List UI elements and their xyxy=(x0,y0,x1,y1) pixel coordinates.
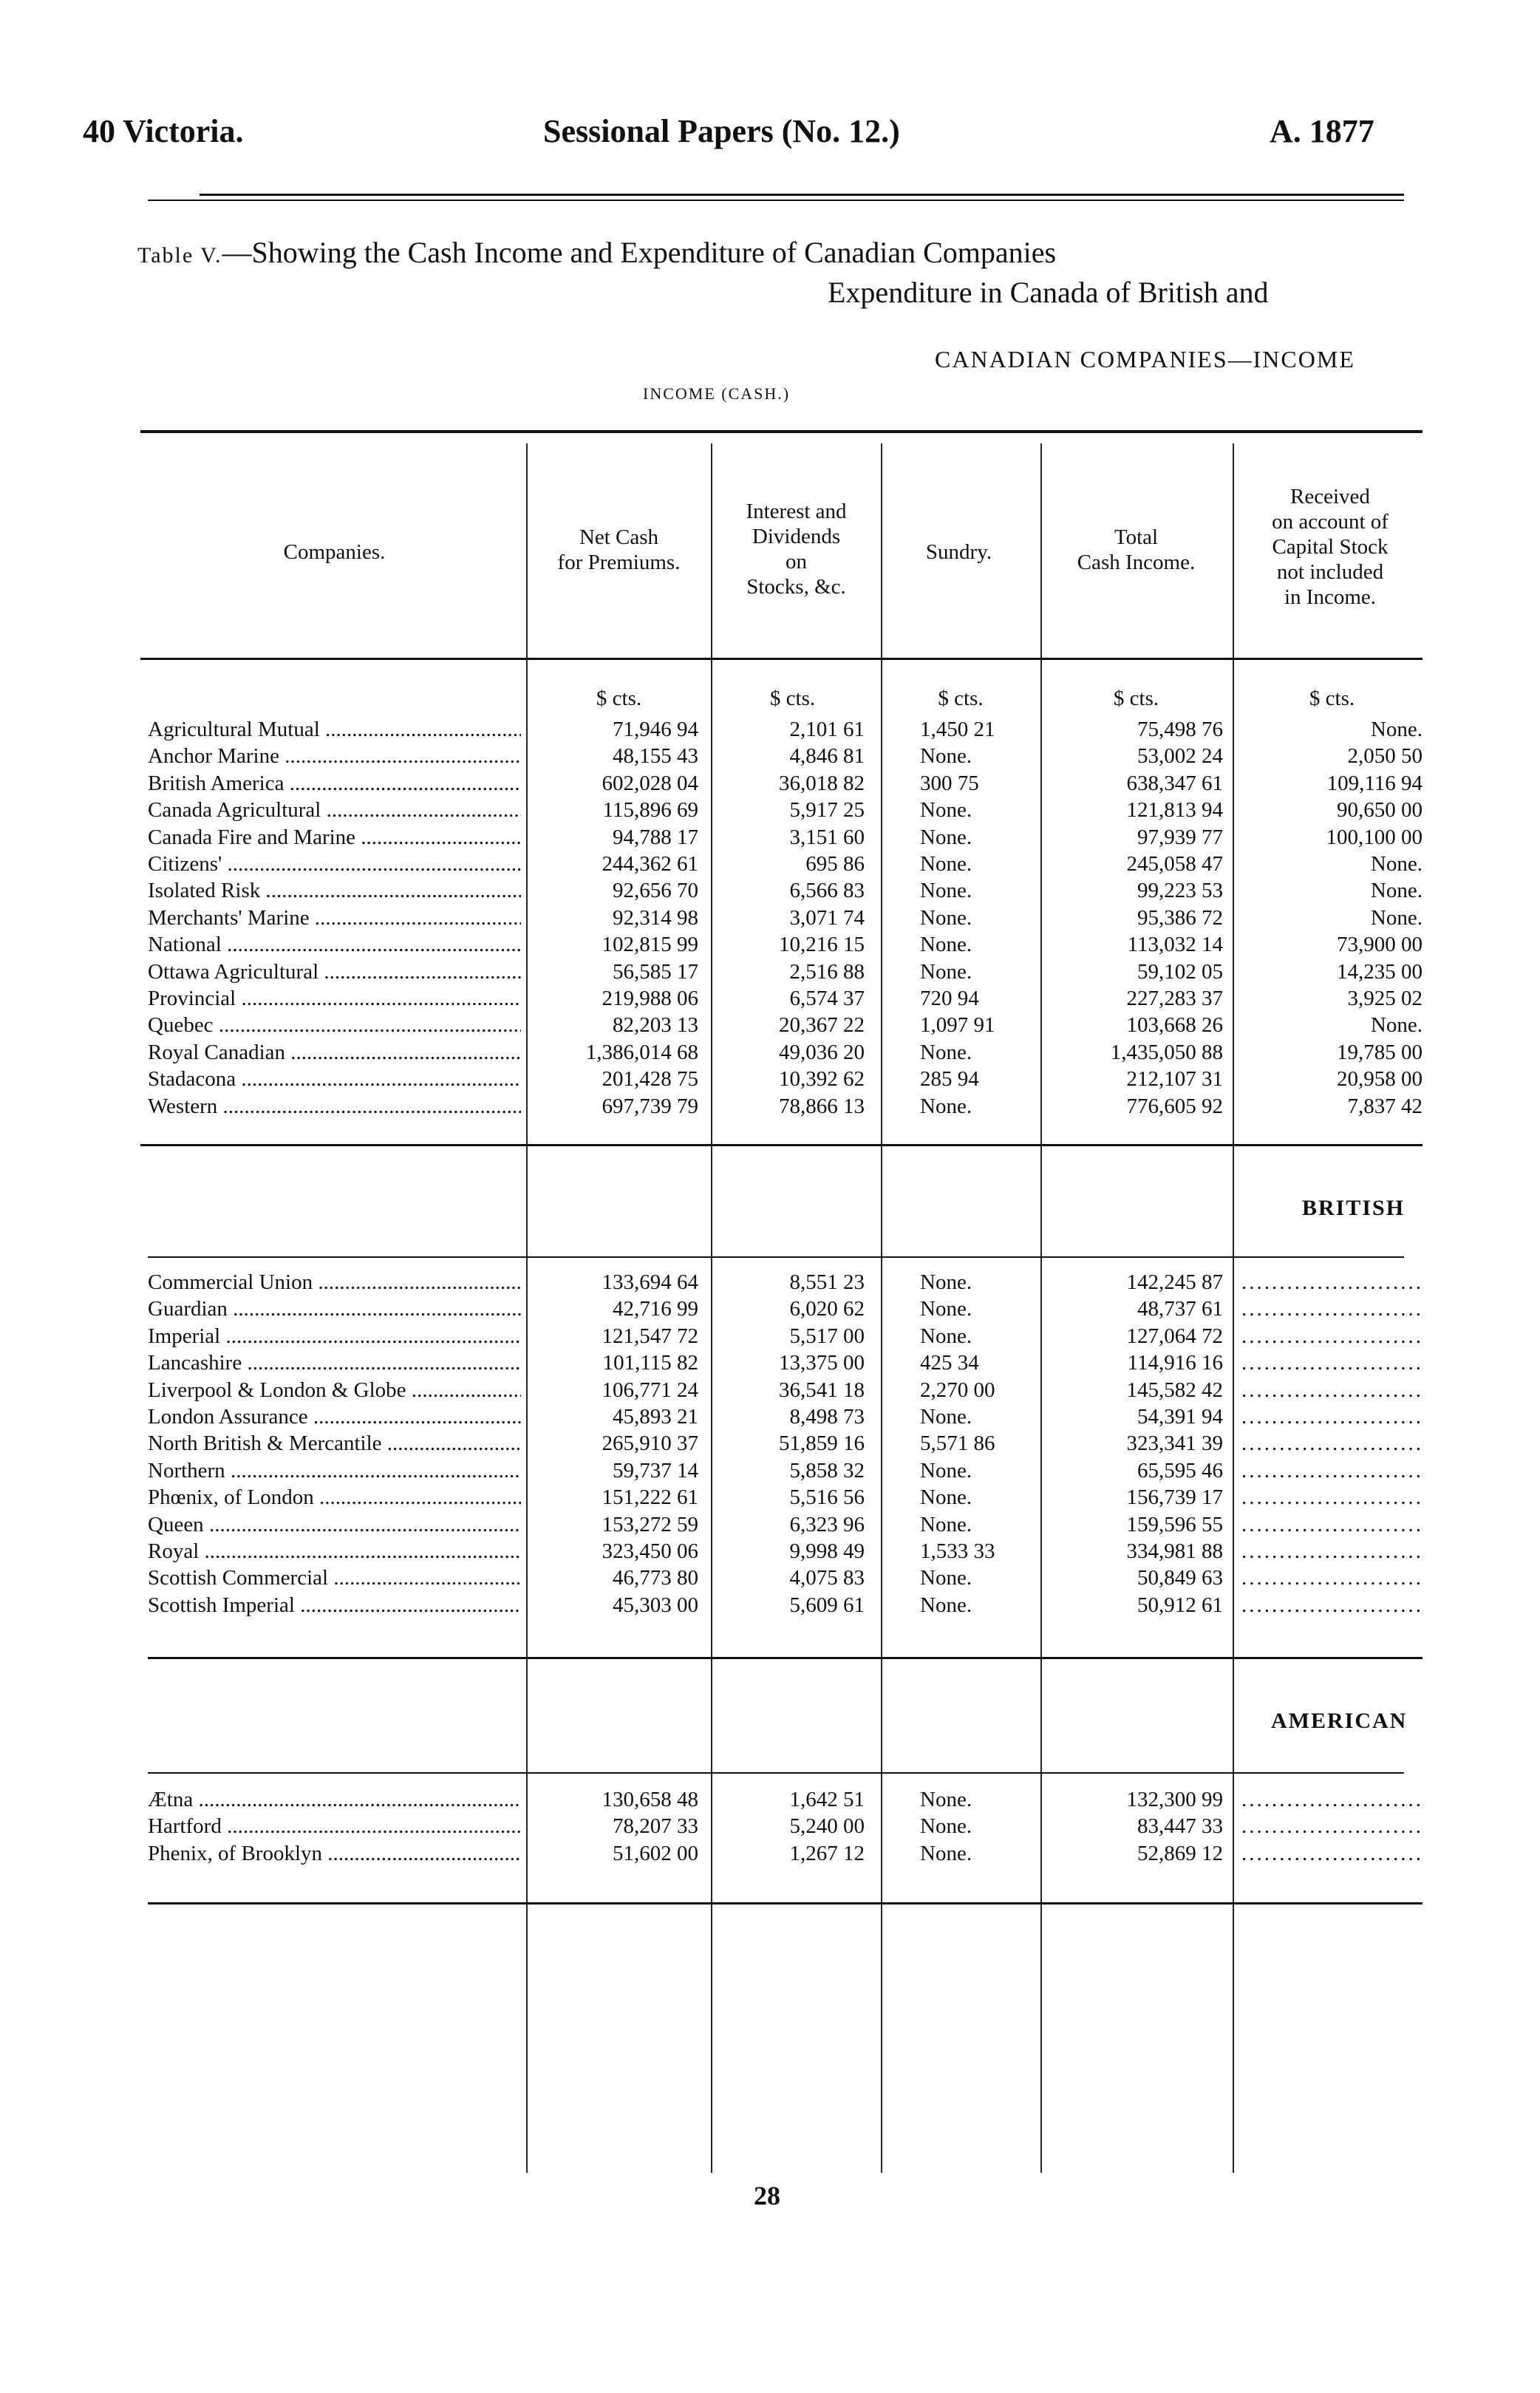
net-cash-value: 106,771 24 xyxy=(602,1378,698,1402)
received-value: ........................ xyxy=(1241,1485,1423,1510)
sundry-value: 1,097 91 xyxy=(920,1013,995,1038)
received-value: ........................ xyxy=(1241,1788,1423,1811)
header-bottom-rule xyxy=(140,658,1423,660)
received-value: 19,785 00 xyxy=(1337,1040,1423,1064)
sundry-value: None. xyxy=(920,1324,972,1348)
net-cash-value: 115,896 69 xyxy=(602,798,698,823)
company-name: Quebec ..... xyxy=(148,1012,521,1038)
header-rule-bottom xyxy=(148,200,1404,201)
interest-value: 3,071 74 xyxy=(789,905,865,930)
company-name: Ottawa Agricultural ..... xyxy=(148,959,521,984)
sundry-value: 285 94 xyxy=(920,1067,979,1092)
sundry-value: None. xyxy=(920,959,972,984)
col-interest: Interest and Dividends on Stocks, &c. xyxy=(746,500,847,599)
table-row xyxy=(0,1539,1540,1564)
table-row xyxy=(0,743,1540,769)
table-title-line1 xyxy=(137,235,1056,270)
received-value: 7,837 42 xyxy=(1347,1094,1423,1118)
interest-value: 6,566 83 xyxy=(789,879,865,903)
net-cash-value: 92,314 98 xyxy=(613,905,698,930)
table-row xyxy=(0,878,1540,903)
sundry-value: None. xyxy=(920,1458,972,1483)
sundry-value: None. xyxy=(920,1094,972,1118)
company-name: British America ..... xyxy=(148,771,521,796)
total-value: 95,386 72 xyxy=(1137,905,1223,930)
company-name: Imperial ..... xyxy=(148,1324,521,1349)
received-value: ........................ xyxy=(1241,1270,1423,1294)
net-cash-value: 92,656 70 xyxy=(613,879,698,903)
received-value: 14,235 00 xyxy=(1337,959,1423,984)
received-value: ........................ xyxy=(1241,1378,1423,1402)
interest-value: 5,240 00 xyxy=(789,1814,865,1839)
net-cash-value: 48,155 43 xyxy=(613,744,698,769)
sundry-value: None. xyxy=(920,1485,972,1510)
net-cash-value: 71,946 94 xyxy=(613,718,698,741)
sundry-value: None. xyxy=(920,825,972,849)
table-row xyxy=(0,1431,1540,1456)
interest-value: 695 86 xyxy=(805,852,865,876)
interest-value: 8,551 23 xyxy=(789,1270,865,1294)
company-name: Liverpool & London & Globe ..... xyxy=(148,1378,521,1403)
net-cash-value: 82,203 13 xyxy=(613,1013,698,1038)
interest-value: 5,517 00 xyxy=(789,1324,865,1348)
net-cash-value: 56,585 17 xyxy=(613,959,698,984)
received-value: 109,116 94 xyxy=(1326,771,1423,795)
interest-value: 1,642 51 xyxy=(789,1788,865,1811)
sundry-value: None. xyxy=(920,1297,972,1321)
net-cash-value: 94,788 17 xyxy=(613,825,698,849)
company-name: National ..... xyxy=(148,932,521,957)
american-top-rule xyxy=(148,1772,1404,1774)
company-name: North British & Mercantile ..... xyxy=(148,1431,521,1456)
received-value: ........................ xyxy=(1241,1539,1423,1563)
company-name: Scottish Imperial ..... xyxy=(148,1593,521,1618)
net-cash-value: 697,739 79 xyxy=(602,1094,698,1118)
interest-value: 13,375 00 xyxy=(779,1351,865,1375)
total-value: 53,002 24 xyxy=(1137,744,1223,769)
sundry-value: None. xyxy=(920,1566,972,1590)
net-cash-value: 59,737 14 xyxy=(613,1458,698,1483)
company-name: Commercial Union ..... xyxy=(148,1270,521,1295)
company-name: Royal Canadian ..... xyxy=(148,1040,521,1065)
received-value: 3,925 02 xyxy=(1347,987,1423,1010)
table-row xyxy=(0,1324,1540,1349)
table-row xyxy=(0,797,1540,823)
sundry-value: None. xyxy=(920,879,972,903)
company-name: Royal ..... xyxy=(148,1539,521,1564)
total-value: 159,596 55 xyxy=(1126,1512,1223,1536)
table-title-line2: Expenditure in Canada of British and xyxy=(828,276,1269,309)
sundry-value: 1,450 21 xyxy=(920,718,995,741)
table-row xyxy=(0,1593,1540,1618)
interest-value: 4,846 81 xyxy=(789,744,865,769)
total-value: 142,245 87 xyxy=(1126,1270,1223,1294)
table-row xyxy=(0,959,1540,984)
sundry-value: 2,270 00 xyxy=(920,1378,995,1402)
received-value: ........................ xyxy=(1241,1324,1423,1348)
table-row xyxy=(0,1066,1540,1092)
interest-value: 51,859 16 xyxy=(779,1432,865,1456)
interest-value: 10,216 15 xyxy=(779,933,865,957)
interest-value: 4,075 83 xyxy=(789,1566,865,1590)
total-value: 114,916 16 xyxy=(1127,1351,1223,1375)
total-value: 65,595 46 xyxy=(1137,1458,1223,1483)
company-name: Citizens' ..... xyxy=(148,851,521,876)
received-value: ........................ xyxy=(1241,1405,1423,1429)
interest-value: 6,574 37 xyxy=(789,987,865,1010)
net-cash-value: 51,602 00 xyxy=(613,1841,698,1865)
total-value: 1,435,050 88 xyxy=(1110,1040,1223,1064)
net-cash-value: 45,893 21 xyxy=(613,1405,698,1429)
american-bottom-rule xyxy=(148,1902,1423,1904)
total-value: 52,869 12 xyxy=(1137,1841,1223,1865)
table-row xyxy=(0,1512,1540,1537)
canadian-bottom-rule xyxy=(140,1144,1423,1146)
received-value: ........................ xyxy=(1241,1512,1423,1536)
total-value: 113,032 14 xyxy=(1127,933,1223,957)
sundry-value: 5,571 86 xyxy=(920,1432,995,1456)
total-value: 127,064 72 xyxy=(1126,1324,1223,1348)
interest-value: 5,858 32 xyxy=(789,1458,865,1483)
table-row xyxy=(0,1094,1540,1119)
total-value: 776,605 92 xyxy=(1126,1094,1223,1118)
net-cash-value: 201,428 75 xyxy=(602,1067,698,1092)
sundry-value: 1,533 33 xyxy=(920,1539,995,1563)
total-value: 97,939 77 xyxy=(1137,825,1223,849)
table-row xyxy=(0,1296,1540,1321)
net-cash-value: 101,115 82 xyxy=(602,1351,698,1375)
income-heading: INCOME (CASH.) xyxy=(643,384,791,403)
company-name: Ætna ..... xyxy=(148,1787,521,1812)
received-value: 2,050 50 xyxy=(1347,744,1423,769)
company-name: Queen ..... xyxy=(148,1512,521,1537)
interest-value: 3,151 60 xyxy=(789,825,865,849)
net-cash-value: 121,547 72 xyxy=(602,1324,698,1348)
total-value: 50,912 61 xyxy=(1137,1593,1223,1617)
total-value: 145,582 42 xyxy=(1126,1378,1223,1402)
total-value: 132,300 99 xyxy=(1126,1788,1223,1811)
sundry-value: None. xyxy=(920,852,972,876)
received-value: None. xyxy=(1370,905,1423,930)
total-value: 83,447 33 xyxy=(1137,1814,1223,1839)
page-number: 28 xyxy=(754,2181,780,2210)
sundry-value: None. xyxy=(920,1270,972,1294)
total-value: 212,107 31 xyxy=(1126,1067,1223,1092)
col-net-cash: Net Cash for Premiums. xyxy=(557,525,681,574)
received-value: None. xyxy=(1370,852,1423,876)
table-row xyxy=(0,1012,1540,1038)
interest-value: 2,101 61 xyxy=(789,718,865,741)
interest-value: 78,866 13 xyxy=(779,1094,865,1118)
table-top-rule xyxy=(140,430,1423,433)
total-value: 156,739 17 xyxy=(1126,1485,1223,1510)
total-value: 323,341 39 xyxy=(1126,1432,1223,1456)
net-cash-value: 42,716 99 xyxy=(613,1297,698,1321)
table-row xyxy=(0,1787,1540,1812)
received-value: ........................ xyxy=(1241,1351,1423,1375)
sundry-value: None. xyxy=(920,1593,972,1617)
net-cash-value: 130,658 48 xyxy=(602,1788,698,1811)
company-name: Provincial ..... xyxy=(148,986,521,1011)
table-row xyxy=(0,1404,1540,1429)
table-row xyxy=(0,1378,1540,1403)
company-name: Western ..... xyxy=(148,1094,521,1119)
received-value: None. xyxy=(1370,1013,1423,1038)
table-row xyxy=(0,1350,1540,1375)
total-value: 59,102 05 xyxy=(1137,959,1223,984)
net-cash-value: 102,815 99 xyxy=(602,933,698,957)
received-value: None. xyxy=(1370,718,1423,741)
british-heading: BRITISH xyxy=(1302,1196,1406,1220)
received-value: ........................ xyxy=(1241,1458,1423,1483)
table-row xyxy=(0,851,1540,876)
sundry-value: 720 94 xyxy=(920,987,979,1010)
table-row xyxy=(0,1458,1540,1483)
net-cash-value: 1,386,014 68 xyxy=(585,1040,698,1064)
received-value: ........................ xyxy=(1241,1814,1423,1839)
company-name: Lancashire ..... xyxy=(148,1350,521,1375)
interest-value: 6,323 96 xyxy=(789,1512,865,1536)
sundry-value: None. xyxy=(920,905,972,930)
table-row xyxy=(0,986,1540,1011)
header-rule-top xyxy=(200,194,1404,196)
total-value: 334,981 88 xyxy=(1126,1539,1223,1563)
sundry-value: None. xyxy=(920,1814,972,1839)
received-value: 20,958 00 xyxy=(1337,1067,1423,1092)
interest-value: 36,018 82 xyxy=(779,771,865,795)
sundry-value: None. xyxy=(920,1405,972,1429)
col-total: Total Cash Income. xyxy=(1077,525,1196,574)
col-companies: Companies. xyxy=(283,540,386,564)
american-heading: AMERICAN xyxy=(1271,1709,1408,1733)
interest-value: 8,498 73 xyxy=(789,1405,865,1429)
net-cash-value: 46,773 80 xyxy=(613,1566,698,1590)
received-value: ........................ xyxy=(1241,1593,1423,1617)
company-name: Scottish Commercial ..... xyxy=(148,1565,521,1590)
sundry-value: None. xyxy=(920,744,972,769)
year-label: A. 1877 xyxy=(1270,113,1374,149)
total-value: 245,058 47 xyxy=(1126,852,1223,876)
total-value: 50,849 63 xyxy=(1137,1566,1223,1590)
received-value: ........................ xyxy=(1241,1297,1423,1321)
received-value: ........................ xyxy=(1241,1432,1423,1456)
received-value: ........................ xyxy=(1241,1841,1423,1865)
total-value: 48,737 61 xyxy=(1137,1297,1223,1321)
interest-value: 6,020 62 xyxy=(789,1297,865,1321)
company-name: Canada Agricultural ..... xyxy=(148,797,521,823)
company-name: Stadacona ..... xyxy=(148,1066,521,1092)
total-value: 103,668 26 xyxy=(1126,1013,1223,1038)
table-row xyxy=(0,1565,1540,1590)
units-row: $ cts. $ cts. $ cts. $ cts. $ cts. xyxy=(596,687,1355,710)
company-name: Agricultural Mutual ..... xyxy=(148,717,521,742)
table-row xyxy=(0,1040,1540,1065)
sundry-value: None. xyxy=(920,798,972,823)
table-row xyxy=(0,1841,1540,1866)
interest-value: 49,036 20 xyxy=(779,1040,865,1064)
sundry-value: 425 34 xyxy=(920,1351,979,1375)
table-row xyxy=(0,905,1540,930)
sundry-value: None. xyxy=(920,1040,972,1064)
table-row xyxy=(0,1814,1540,1839)
interest-value: 9,998 49 xyxy=(789,1539,865,1563)
table-row xyxy=(0,932,1540,957)
table-title-text: —Showing the Cash Income and Expenditure of Canadian Companies xyxy=(222,236,1057,269)
british-bottom-rule xyxy=(148,1657,1423,1659)
received-value: 73,900 00 xyxy=(1337,933,1423,957)
net-cash-value: 244,362 61 xyxy=(602,852,698,876)
company-name: Phœnix, of London ..... xyxy=(148,1485,521,1510)
interest-value: 5,609 61 xyxy=(789,1593,865,1617)
company-name: Isolated Risk ..... xyxy=(148,878,521,903)
received-value: ........................ xyxy=(1241,1566,1423,1590)
interest-value: 5,516 56 xyxy=(789,1485,865,1510)
sundry-value: 300 75 xyxy=(920,771,979,795)
received-value: 100,100 00 xyxy=(1326,825,1423,849)
total-value: 99,223 53 xyxy=(1137,879,1223,903)
table-label: Table V. xyxy=(137,243,222,268)
company-name: Northern ..... xyxy=(148,1458,521,1483)
company-name: Canada Fire and Marine ..... xyxy=(148,825,521,850)
table-row xyxy=(0,1485,1540,1510)
total-value: 227,283 37 xyxy=(1126,987,1223,1010)
british-top-rule xyxy=(148,1256,1404,1258)
sundry-value: None. xyxy=(920,1788,972,1811)
net-cash-value: 602,028 04 xyxy=(602,771,698,795)
net-cash-value: 219,988 06 xyxy=(602,987,698,1010)
interest-value: 5,917 25 xyxy=(789,798,865,823)
net-cash-value: 151,222 61 xyxy=(602,1485,698,1510)
sundry-value: None. xyxy=(920,1512,972,1536)
net-cash-value: 78,207 33 xyxy=(613,1814,698,1839)
volume-label: 40 Victoria. xyxy=(83,113,244,149)
total-value: 121,813 94 xyxy=(1126,798,1223,823)
sundry-value: None. xyxy=(920,933,972,957)
table-row xyxy=(0,1270,1540,1295)
total-value: 75,498 76 xyxy=(1137,718,1223,741)
sundry-value: None. xyxy=(920,1841,972,1865)
table-row xyxy=(0,771,1540,796)
table-row xyxy=(0,825,1540,850)
interest-value: 20,367 22 xyxy=(779,1013,865,1038)
interest-value: 10,392 62 xyxy=(779,1067,865,1092)
company-name: Phenix, of Brooklyn ..... xyxy=(148,1841,521,1866)
received-value: None. xyxy=(1370,879,1423,903)
total-value: 638,347 61 xyxy=(1126,771,1223,795)
col-received: Received on account of Capital Stock not included in Income. xyxy=(1272,485,1389,609)
interest-value: 1,267 12 xyxy=(789,1841,865,1865)
table-row xyxy=(0,717,1540,742)
group-heading: CANADIAN COMPANIES—INCOME xyxy=(935,346,1355,372)
received-value: 90,650 00 xyxy=(1337,798,1423,823)
company-name: Merchants' Marine ..... xyxy=(148,905,521,930)
col-sundry: Sundry. xyxy=(925,540,992,564)
company-name: Guardian ..... xyxy=(148,1296,521,1321)
sessional-papers-title: Sessional Papers (No. 12.) xyxy=(543,113,900,149)
total-value: 54,391 94 xyxy=(1137,1405,1223,1429)
company-name: London Assurance ..... xyxy=(148,1404,521,1429)
company-name: Hartford ..... xyxy=(148,1814,521,1839)
interest-value: 2,516 88 xyxy=(789,959,865,984)
net-cash-value: 133,694 64 xyxy=(602,1270,698,1294)
net-cash-value: 45,303 00 xyxy=(613,1593,698,1617)
net-cash-value: 153,272 59 xyxy=(602,1512,698,1536)
interest-value: 36,541 18 xyxy=(779,1378,865,1402)
net-cash-value: 323,450 06 xyxy=(602,1539,698,1563)
company-name: Anchor Marine ..... xyxy=(148,743,521,769)
net-cash-value: 265,910 37 xyxy=(602,1432,698,1456)
